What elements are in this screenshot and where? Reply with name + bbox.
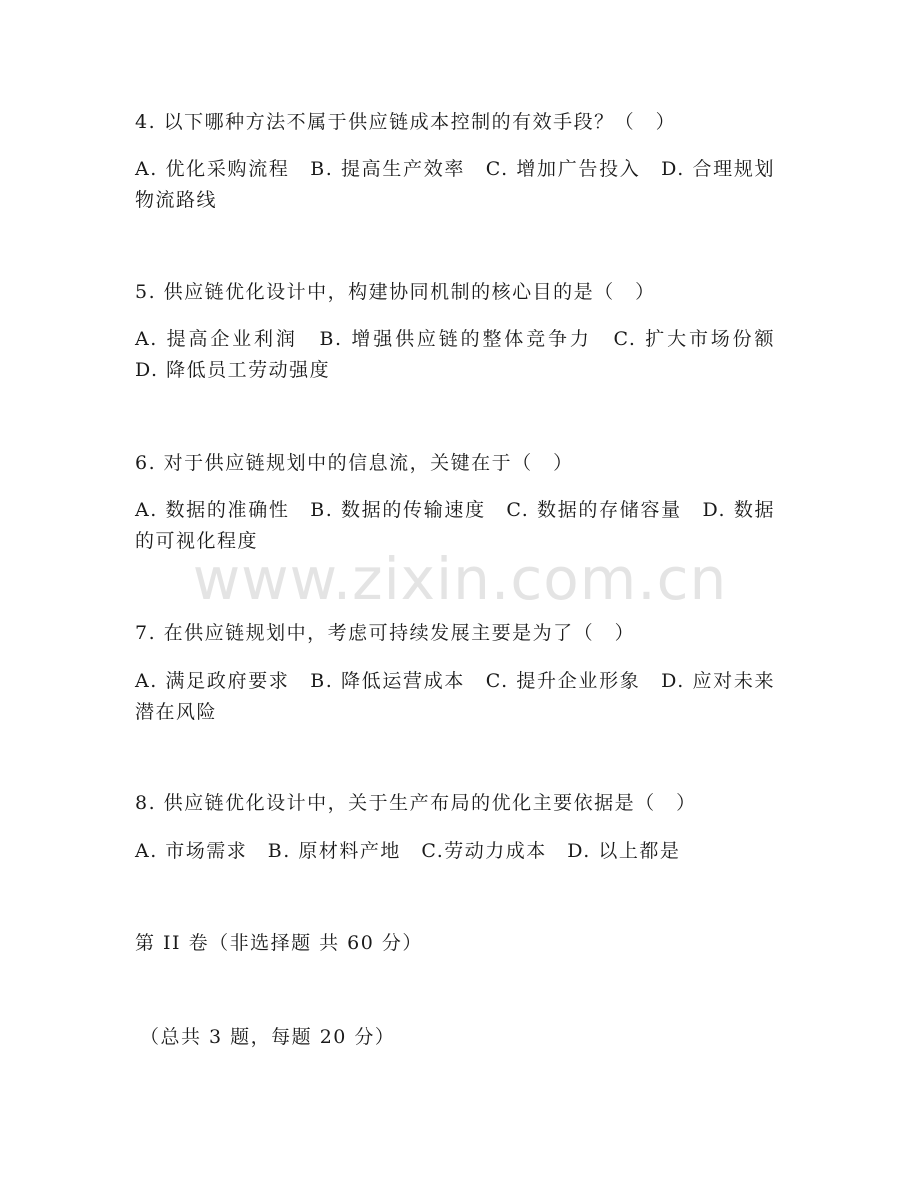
question-stem: 8. 供应链优化设计中，关于生产布局的优化主要依据是（ ） <box>135 792 697 814</box>
question-stem: 4. 以下哪种方法不属于供应链成本控制的有效手段？（ ） <box>135 111 677 133</box>
question-options: A. 数据的准确性 B. 数据的传输速度 C. 数据的存储容量 D. 数据的可视化程度 <box>135 499 775 552</box>
question-stem: 6. 对于供应链规划中的信息流，关键在于（ ） <box>135 452 574 474</box>
question-stem: 7. 在供应链规划中，考虑可持续发展主要是为了（ ） <box>135 622 636 644</box>
question-stem: 5. 供应链优化设计中，构建协同机制的核心目的是（ ） <box>135 281 656 303</box>
section-note: （总共 3 题，每题 20 分） <box>140 1026 396 1048</box>
question-options: A. 满足政府要求 B. 降低运营成本 C. 提升企业形象 D. 应对未来潜在风险 <box>135 670 775 723</box>
question-options: A. 优化采购流程 B. 提高生产效率 C. 增加广告投入 D. 合理规划物流路线 <box>135 158 775 211</box>
section-title: 第 II 卷（非选择题 共 60 分） <box>135 932 423 954</box>
question-options: A. 提高企业利润 B. 增强供应链的整体竞争力 C. 扩大市场份额 D. 降低员工劳动强度 <box>135 328 796 381</box>
question-options: A. 市场需求 B. 原材料产地 C.劳动力成本 D. 以上都是 <box>135 840 681 862</box>
watermark: www.zixin.com.cn <box>192 545 728 613</box>
